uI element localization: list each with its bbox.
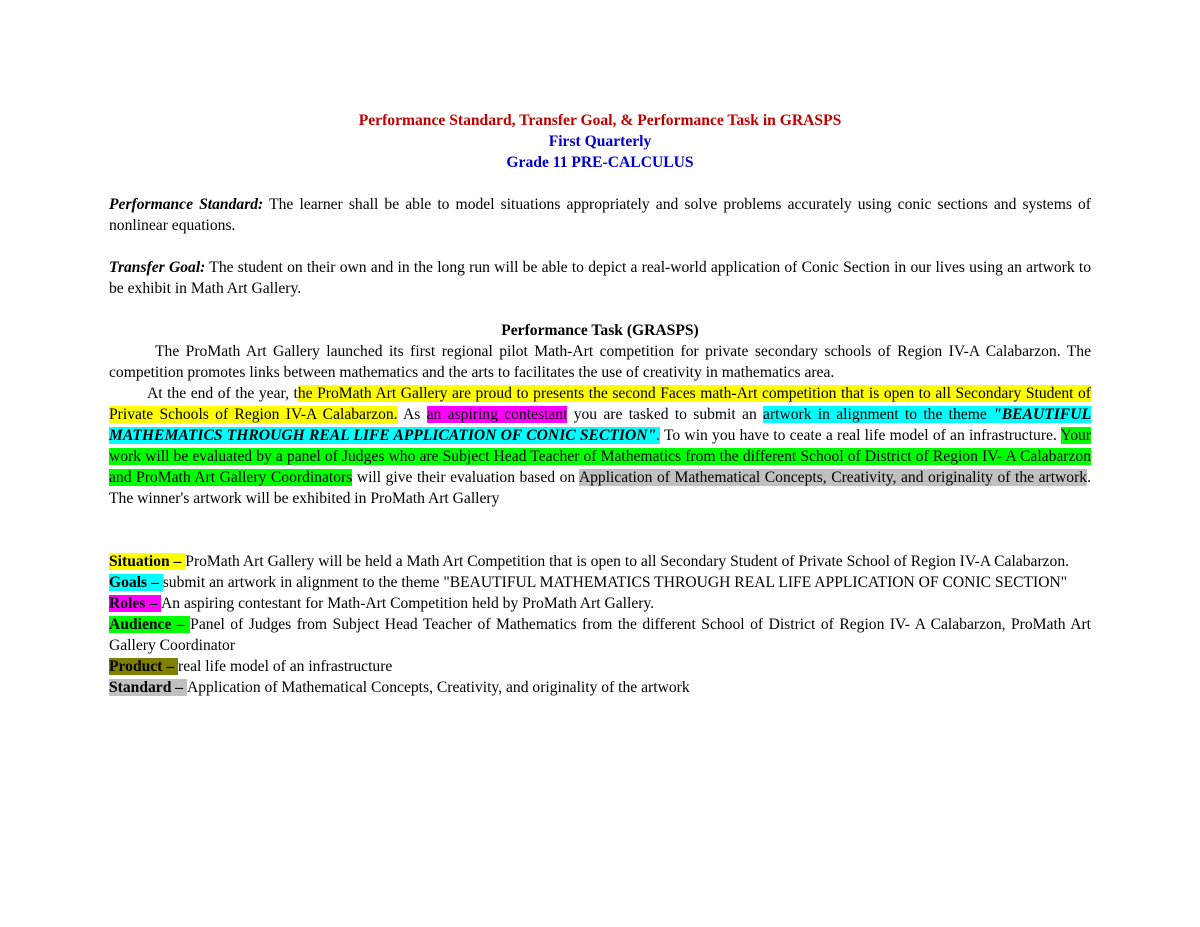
task-p2-tasked: you are tasked to submit an [567, 406, 764, 423]
document-title: Performance Standard, Transfer Goal, & Performance Task in GRASPS [358, 112, 842, 129]
performance-standard-text: The learner shall be able to model situations appropriately and solve problems accurately using conic sections and systems of nonlinear equations. [109, 196, 1091, 234]
task-p2-product: To win you have to ceate a real life model of an infrastructure. [660, 427, 1057, 444]
task-p2-space [1057, 427, 1061, 444]
grasps-roles [109, 593, 1091, 614]
document-header [109, 110, 1091, 173]
performance-standard [109, 194, 1091, 236]
theme-title: "BEAUTIFUL MATHEMATICS THROUGH REAL LIFE APPLICATION OF CONIC SECTION" [109, 406, 1091, 444]
highlight-audience: Your work will be evaluated by a panel of Judges who are Subject Head Teacher of Mathematics from the different School of District of Region IV- A Calabarzon and ProMath Art Gallery Coordinators [109, 427, 1091, 486]
highlight-goal-text: artwork in alignment to the theme [763, 406, 994, 423]
grasps-audience [109, 614, 1091, 656]
grade-label: Grade 11 PRE-CALCULUS [506, 154, 694, 171]
task-p2-closing: . The winner's artwork will be exhibited in ProMath Art Gallery [109, 469, 1091, 507]
task-p2-as: As [397, 406, 427, 423]
goals-text: submit an artwork in alignment to the theme "BEAUTIFUL MATHEMATICS THROUGH REAL LIFE APPLICATION OF CONIC SECTION" [162, 574, 1068, 591]
highlight-standard: Application of Mathematical Concepts, Creativity, and originality of the artwork [578, 469, 1088, 486]
grasps-standard [109, 677, 1091, 698]
highlight-situation: he ProMath Art Gallery are proud to presents the second Faces math-Art competition that is open to all Secondary Student of Private Schools of Region IV-A Calabarzon. [109, 385, 1091, 423]
task-p2-evaluation: will give their evaluation based on [352, 469, 579, 486]
task-paragraph-2 [109, 383, 1091, 509]
audience-text: Panel of Judges from Subject Head Teacher of Mathematics from the different School of District of Region IV- A Calabarzon, ProMath Art Gallery Coordinator [109, 616, 1092, 654]
highlight-goal-end: . [656, 427, 661, 444]
roles-label: Roles – [109, 595, 161, 612]
standard-text: Application of Mathematical Concepts, Creativity, and originality of the artwork [187, 679, 690, 696]
task-p2-intro: At the end of the year, t [147, 385, 298, 402]
quarter-label: First Quarterly [548, 133, 652, 150]
transfer-goal-text: The student on their own and in the long run will be able to depict a real-world application of Conic Section in our lives using an artwork to be exhibit in Math Art Gallery. [109, 259, 1092, 297]
transfer-goal [109, 257, 1091, 299]
product-label: Product – [109, 658, 179, 675]
goals-label: Goals – [109, 574, 163, 591]
situation-text: ProMath Art Gallery will be held a Math Art Competition that is open to all Secondary Student of Private School of Region IV-A Calabarzon. [185, 553, 1070, 570]
task-paragraph-1: The ProMath Art Gallery launched its first regional pilot Math-Art competition for private secondary schools of Region IV-A Calabarzon. The competition promotes links between mathematics and the arts to facilitates the use of creativity in mathematics area. [109, 343, 1091, 381]
document-page [109, 110, 1091, 698]
performance-task-heading: Performance Task (GRASPS) [501, 322, 699, 339]
grasps-goals [109, 572, 1091, 593]
roles-text: An aspiring contestant for Math-Art Competition held by ProMath Art Gallery. [160, 595, 655, 612]
product-text: real life model of an infrastructure [178, 658, 393, 675]
standard-label: Standard – [109, 679, 187, 696]
performance-standard-label: Performance Standard: [109, 196, 264, 213]
grasps-product [109, 656, 1091, 677]
highlight-role: an aspiring contestant [426, 406, 568, 423]
transfer-goal-label: Transfer Goal: [109, 259, 206, 276]
grasps-list [109, 551, 1091, 698]
audience-label: Audience – [109, 616, 191, 633]
situation-label: Situation – [109, 553, 186, 570]
grasps-situation [109, 551, 1091, 572]
